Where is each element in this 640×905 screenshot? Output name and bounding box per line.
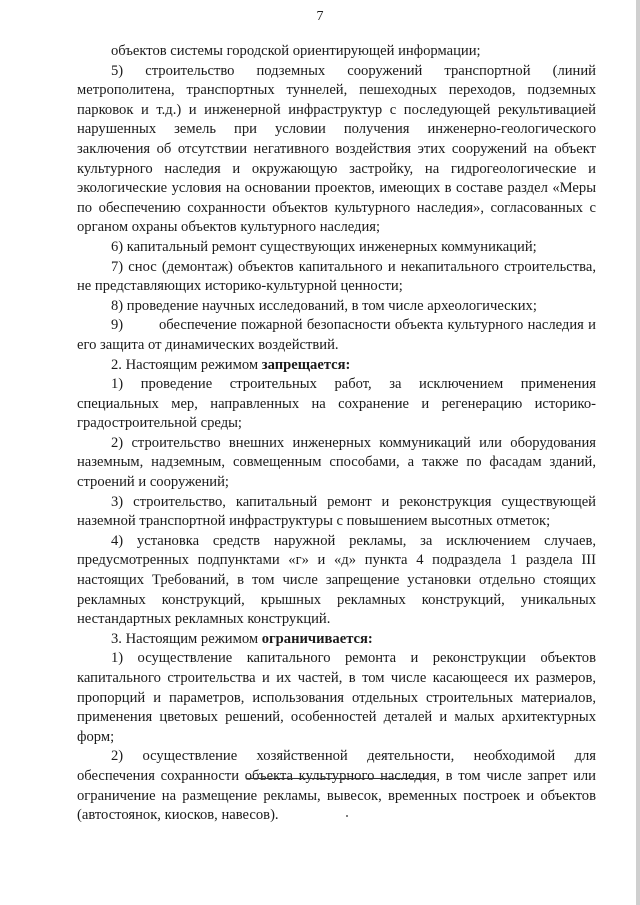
- paragraph-item-7: 7) снос (демонтаж) объектов капитального и некапитального строительства, не представляющих историко-культурной ценности;: [77, 258, 596, 295]
- paragraph-item-5: 5) строительство подземных сооружений транспортной (линий метрополитена, транспортных туннелей, пешеходных переходов, подземных парковок и т.д.) и инженерной инфраструктур с последующей рекультивацией нарушенных земель при условии получения инженерно-геологического заключения об отсутствии негативного воздействия этих сооружений на объект культурного наследия и окружающую застройку, на гидрогеологические и экологические условия на основании проектов, имеющих в составе раздел «Меры по обеспечению сохранности объектов культурного наследия», согласованных с органом охраны объектов культурного наследия;: [77, 62, 596, 236]
- paragraph-restricted-1: 1) осуществление капитального ремонта и реконструкции объектов капитального строительства и их частей, в том числе касающееся их размеров, пропорций и параметров, использования отдельных строительных материалов, применения цветовых решений, особенностей деталей и малых архитектурных форм;: [77, 650, 596, 745]
- paragraph-item-6: 6) капитальный ремонт существующих инженерных коммуникаций;: [111, 238, 537, 255]
- section-lead: 3. Настоящим режимом: [111, 630, 262, 647]
- signature-line: [246, 778, 427, 779]
- section-keyword: ограничивается:: [261, 630, 373, 647]
- scan-speck: [346, 815, 348, 817]
- paragraph-prohibited-3: 3) строительство, капитальный ремонт и реконструкция существующей наземной транспортной инфраструктуры с повышением высотных отметок;: [77, 493, 596, 530]
- paragraph-item-8: 8) проведение научных исследований, в том числе археологических;: [111, 297, 537, 314]
- paragraph-item-9: [77, 316, 596, 355]
- section-heading-prohibited: [77, 356, 596, 376]
- item-number: 9): [111, 317, 124, 334]
- page-number: 7: [316, 9, 324, 24]
- paragraph-prohibited-4: 4) установка средств наружной рекламы, за исключением случаев, предусмотренных подпунктами «г» и «д» пункта 4 подраздела 1 раздела III настоящих Требований, в том числе запрещение установки отдельно стоящих рекламных конструкций, крышных рекламных конструкций, уникальных нестандартных рекламных конструкций.: [77, 532, 596, 628]
- paragraph-restricted-2: 2) осуществление хозяйственной деятельности, необходимой для обеспечения сохранности объекта культурного наследия, в том числе запрет или ограничение на размещение рекламы, вывесок, временных построек и объектов (автостоянок, киосков, навесов).: [77, 748, 596, 824]
- section-lead: 2. Настоящим режимом: [111, 356, 262, 373]
- scan-edge: [636, 0, 640, 905]
- document-body: [77, 42, 596, 826]
- section-heading-restricted: [77, 630, 596, 650]
- item-text: обеспечение пожарной безопасности объекта культурного наследия и его защита от динамических воздействий.: [77, 317, 596, 353]
- paragraph-continuation: объектов системы городской ориентирующей информации;: [111, 43, 481, 59]
- section-keyword: запрещается:: [261, 356, 351, 373]
- paragraph-prohibited-2: 2) строительство внешних инженерных коммуникаций или оборудования наземным, надземным, совмещенным способами, а также по фасадам зданий, строений и сооружений;: [77, 434, 596, 491]
- paragraph-prohibited-1: 1) проведение строительных работ, за исключением применения специальных мер, направленных на сохранение и регенерацию историко-градостроительной среды;: [77, 376, 596, 432]
